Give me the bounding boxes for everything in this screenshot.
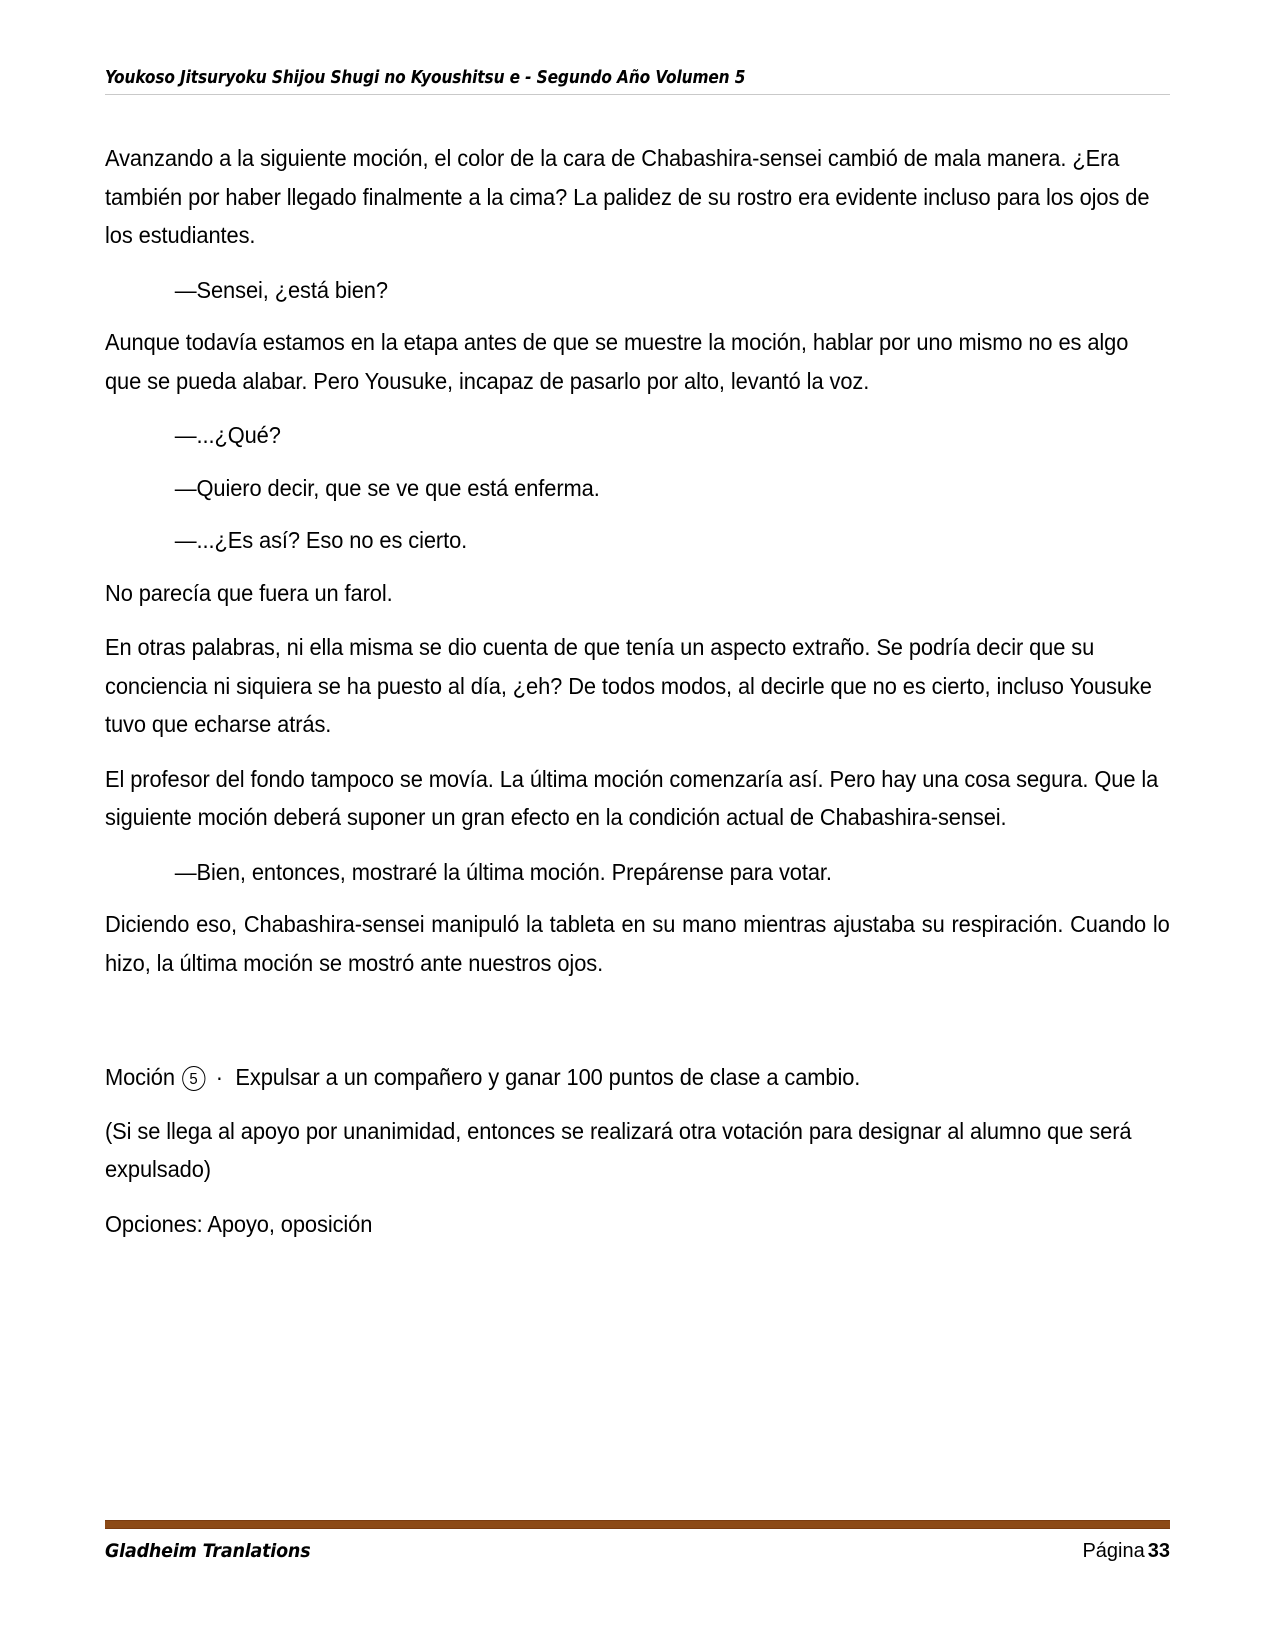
motion-description: Expulsar a un compañero y ganar 100 puntos de clase a cambio.: [235, 1064, 861, 1090]
body-content: [105, 139, 1170, 1259]
dialogue-line: —Bien, entonces, mostraré la última moción. Prepárense para votar.: [174, 858, 832, 885]
motion-separator: ·: [215, 1064, 223, 1090]
section-spacer: [105, 998, 1170, 1058]
page-header: [105, 68, 1170, 102]
motion-label: Moción: [105, 1064, 175, 1090]
header-title: Youkoso Jitsuryoku Shijou Shugi no Kyoushitsu e - Segundo Año Volumen 5: [105, 68, 746, 88]
paragraph: En otras palabras, ni ella misma se dio cuenta de que tenía un aspecto extraño. Se podría decir que su conciencia ni siquiera se ha puesto al día, ¿eh? De todos modos, al decirle que no es cierto, incluso Yousuke tuvo que echarse atrás.: [105, 634, 1152, 737]
paragraph: El profesor del fondo tampoco se movía. La última moción comenzaría así. Pero hay una cosa segura. Que la siguiente moción deberá suponer un gran efecto en la condición actual de Chabashira-sensei.: [105, 765, 1159, 830]
motion-options: Opciones: Apoyo, oposición: [105, 1210, 373, 1237]
page-number: 33: [1147, 1540, 1170, 1562]
paragraph: Aunque todavía estamos en la etapa antes de que se muestre la moción, hablar por uno mismo no es algo que se pueda alabar. Pero Yousuke, incapaz de pasarlo por alto, levantó la voz.: [105, 329, 1129, 394]
dialogue-line: —...¿Qué?: [174, 422, 281, 448]
motion-heading: [105, 1058, 1170, 1097]
paragraph: Diciendo eso, Chabashira-sensei manipuló la tableta en su mano mientras ajustaba su respiración. Cuando lo hizo, la última moción se mostró ante nuestros ojos.: [105, 911, 1170, 976]
motion-note: (Si se llega al apoyo por unanimidad, entonces se realizará otra votación para designar al alumno que será expulsado): [105, 1117, 1132, 1182]
dialogue-line: —Sensei, ¿está bien?: [174, 276, 388, 303]
page-footer: [105, 1520, 1170, 1563]
footer-credit: Gladheim Tranlations: [105, 1540, 311, 1562]
circled-number-icon: 5: [182, 1066, 205, 1091]
footer-divider: [105, 1520, 1170, 1529]
dialogue-line: —Quiero decir, que se ve que está enferma.: [174, 474, 600, 501]
paragraph: No parecía que fuera un farol.: [105, 579, 393, 606]
page-number-block: [1082, 1540, 1170, 1563]
page-label: Página: [1082, 1540, 1145, 1562]
footer-row: [105, 1540, 1170, 1563]
dialogue-line: —...¿Es así? Eso no es cierto.: [174, 527, 468, 553]
header-divider: [105, 94, 1170, 95]
paragraph: Avanzando a la siguiente moción, el color de la cara de Chabashira-sensei cambió de mala manera. ¿Era también por haber llegado finalmente a la cima? La palidez de su rostro era evidente incluso para los ojos de los estudiantes.: [105, 145, 1150, 248]
